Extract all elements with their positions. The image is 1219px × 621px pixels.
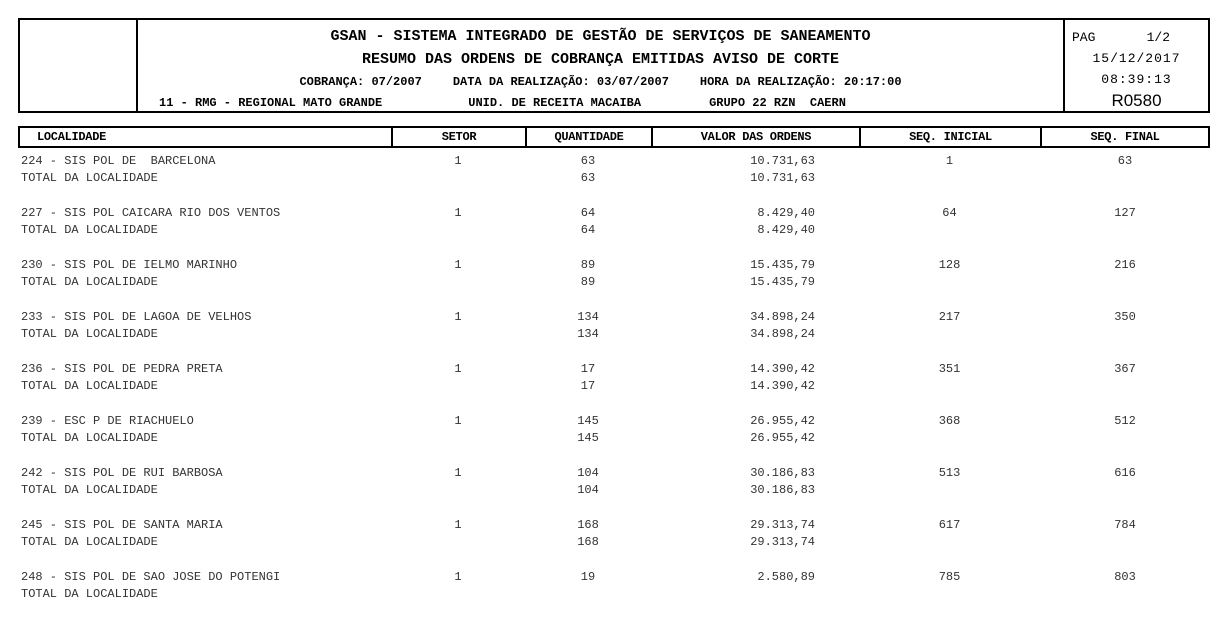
locality-group: [18, 465, 1210, 499]
cell-empty: [859, 482, 1040, 499]
report-region-line: [138, 93, 1063, 113]
locality-group: [18, 569, 1210, 603]
cell-valor: 34.898,24: [750, 310, 815, 324]
cell-total-label: TOTAL DA LOCALIDADE: [21, 327, 158, 341]
cell-quantidade: 145: [577, 414, 599, 428]
cell-setor: 1: [454, 154, 462, 168]
cell-seq-inicial: 217: [938, 310, 961, 324]
cell-quantidade: 64: [580, 206, 596, 220]
cell-empty: [1040, 222, 1210, 239]
page-indicator: [1065, 27, 1208, 48]
table-header-row: [18, 126, 1210, 148]
cell-empty: [859, 378, 1040, 395]
cell-localidade: 248 - SIS POL DE SAO JOSE DO POTENGI: [21, 570, 281, 584]
cell-seq-inicial: 617: [938, 518, 961, 532]
cell-quantidade: 89: [580, 258, 596, 272]
table-row-locality: [18, 569, 1210, 586]
cell-quantidade: 168: [577, 518, 599, 532]
cell-quantidade: 134: [577, 310, 599, 324]
table-row-locality: [18, 517, 1210, 534]
cell-total-quantidade: 17: [580, 379, 596, 393]
cell-total-valor: 34.898,24: [750, 327, 815, 341]
cell-setor: 1: [454, 570, 462, 584]
cell-setor: 1: [454, 466, 462, 480]
cell-total-quantidade: [525, 586, 651, 603]
table-row-total: [18, 222, 1210, 239]
cell-localidade: 224 - SIS POL DE BARCELONA: [21, 154, 216, 168]
cell-seq-final: 784: [1114, 518, 1136, 532]
report-code: R0580: [1111, 91, 1162, 110]
cell-setor: 1: [454, 258, 462, 272]
cell-total-label: TOTAL DA LOCALIDADE: [21, 223, 158, 237]
table-row-locality: [18, 153, 1210, 170]
cell-empty: [391, 378, 525, 395]
cell-seq-inicial: 64: [942, 206, 957, 220]
cell-valor: 10.731,63: [750, 154, 815, 168]
page-label: PAG: [1072, 30, 1096, 45]
cell-total-quantidade: 64: [580, 223, 596, 237]
cell-total-valor: 29.313,74: [750, 535, 815, 549]
cell-quantidade: 63: [580, 154, 596, 168]
cell-empty: [391, 222, 525, 239]
cell-seq-final: 63: [1117, 154, 1133, 168]
cell-total-valor: 15.435,79: [750, 275, 815, 289]
cell-valor: 26.955,42: [750, 414, 815, 428]
meta-cobranca: COBRANÇA: 07/2007: [299, 75, 422, 89]
cell-seq-final: 350: [1114, 310, 1136, 324]
table-row-locality: [18, 361, 1210, 378]
cell-empty: [1040, 170, 1210, 187]
cell-setor: 1: [454, 206, 462, 220]
column-header-valor: VALOR DAS ORDENS: [651, 128, 859, 146]
cell-total-quantidade: 63: [580, 171, 596, 185]
table-row-total: [18, 482, 1210, 499]
cell-empty: [1040, 586, 1210, 603]
cell-seq-final: 216: [1114, 258, 1136, 272]
table-row-total: [18, 326, 1210, 343]
meta-data-realizacao: DATA DA REALIZAÇÃO: 03/07/2007: [452, 75, 669, 89]
cell-seq-final: 803: [1114, 570, 1136, 584]
table-row-total: [18, 430, 1210, 447]
locality-group: [18, 517, 1210, 551]
column-header-seq-inicial: SEQ. INICIAL: [859, 128, 1040, 146]
cell-total-label: TOTAL DA LOCALIDADE: [21, 275, 158, 289]
cell-seq-inicial: 128: [938, 258, 961, 272]
cell-total-quantidade: 89: [580, 275, 596, 289]
cell-empty: [1040, 274, 1210, 291]
logo-box: [20, 20, 138, 111]
cell-localidade: 236 - SIS POL DE PEDRA PRETA: [21, 362, 223, 376]
table-row-total: [18, 534, 1210, 551]
cell-total-valor: 10.731,63: [750, 171, 815, 185]
cell-total-valor: 30.186,83: [750, 483, 815, 497]
cell-total-label: TOTAL DA LOCALIDADE: [21, 483, 158, 497]
cell-setor: 1: [454, 310, 462, 324]
cell-empty: [391, 326, 525, 343]
cell-total-quantidade: 104: [577, 483, 599, 497]
cell-total-label: TOTAL DA LOCALIDADE: [21, 535, 158, 549]
cell-quantidade: 104: [577, 466, 599, 480]
cell-seq-inicial: 1: [945, 154, 954, 168]
cell-total-valor: 8.429,40: [757, 223, 815, 237]
table-row-locality: [18, 257, 1210, 274]
cell-empty: [391, 430, 525, 447]
cell-seq-inicial: 513: [938, 466, 961, 480]
locality-group: [18, 309, 1210, 343]
cell-quantidade: 19: [580, 570, 596, 584]
column-header-seq-final: SEQ. FINAL: [1040, 128, 1208, 146]
cell-valor: 30.186,83: [750, 466, 815, 480]
cell-setor: 1: [454, 518, 462, 532]
cell-seq-final: 127: [1114, 206, 1136, 220]
cell-total-valor: 26.955,42: [750, 431, 815, 445]
table-row-locality: [18, 413, 1210, 430]
cell-empty: [391, 482, 525, 499]
cell-valor: 2.580,89: [757, 570, 815, 584]
table-row-total: [18, 170, 1210, 187]
table-row-total: [18, 586, 1210, 603]
cell-empty: [859, 222, 1040, 239]
cell-empty: [859, 534, 1040, 551]
cell-seq-final: 367: [1114, 362, 1136, 376]
cell-total-label: TOTAL DA LOCALIDADE: [21, 587, 158, 601]
report-date: 15/12/2017: [1092, 51, 1181, 66]
cell-total-label: TOTAL DA LOCALIDADE: [21, 379, 158, 393]
cell-seq-final: 512: [1114, 414, 1136, 428]
cell-valor: 8.429,40: [757, 206, 815, 220]
cell-empty: [391, 274, 525, 291]
cell-empty: [859, 430, 1040, 447]
cell-total-valor: [651, 586, 859, 603]
cell-empty: [1040, 482, 1210, 499]
cell-total-valor: 14.390,42: [750, 379, 815, 393]
cell-localidade: 230 - SIS POL DE IELMO MARINHO: [21, 258, 238, 272]
cell-setor: 1: [454, 362, 462, 376]
table-row-total: [18, 378, 1210, 395]
cell-localidade: 242 - SIS POL DE RUI BARBOSA: [21, 466, 223, 480]
cell-total-quantidade: 145: [577, 431, 599, 445]
table-row-total: [18, 274, 1210, 291]
cell-empty: [859, 326, 1040, 343]
report-time: 08:39:13: [1101, 72, 1172, 87]
table-body: [18, 147, 1210, 621]
cell-seq-inicial: 785: [938, 570, 961, 584]
locality-group: [18, 413, 1210, 447]
locality-group: [18, 153, 1210, 187]
cell-total-label: TOTAL DA LOCALIDADE: [21, 171, 158, 185]
table-row-locality: [18, 309, 1210, 326]
cell-seq-inicial: 368: [938, 414, 961, 428]
cell-empty: [1040, 534, 1210, 551]
meta-unidade: UNID. DE RECEITA MACAIBA: [468, 96, 642, 110]
cell-localidade: 245 - SIS POL DE SANTA MARIA: [21, 518, 223, 532]
column-header-quantidade: QUANTIDADE: [525, 128, 651, 146]
cell-empty: [1040, 378, 1210, 395]
cell-total-label: TOTAL DA LOCALIDADE: [21, 431, 158, 445]
report-header-center: [138, 20, 1063, 111]
cell-empty: [859, 170, 1040, 187]
cell-valor: 14.390,42: [750, 362, 815, 376]
cell-empty: [859, 274, 1040, 291]
cell-empty: [391, 170, 525, 187]
page-value: 1/2: [1146, 30, 1170, 45]
report-subtitle: RESUMO DAS ORDENS DE COBRANÇA EMITIDAS AVISO DE CORTE: [361, 51, 840, 68]
cell-localidade: 227 - SIS POL CAICARA RIO DOS VENTOS: [21, 206, 281, 220]
table-row-locality: [18, 465, 1210, 482]
locality-group: [18, 205, 1210, 239]
report-meta-line: [138, 71, 1063, 93]
cell-empty: [859, 586, 1040, 603]
report-header-right: [1063, 20, 1208, 111]
meta-grupo: GRUPO 22 RZN CAERN: [709, 96, 846, 110]
meta-regional: 11 - RMG - REGIONAL MATO GRANDE: [159, 96, 383, 110]
cell-valor: 29.313,74: [750, 518, 815, 532]
cell-empty: [391, 534, 525, 551]
meta-hora-realizacao: HORA DA REALIZAÇÃO: 20:17:00: [699, 75, 902, 89]
cell-localidade: 233 - SIS POL DE LAGOA DE VELHOS: [21, 310, 252, 324]
cell-setor: 1: [454, 414, 462, 428]
report-header: [18, 18, 1210, 113]
cell-empty: [1040, 326, 1210, 343]
cell-empty: [1040, 430, 1210, 447]
cell-quantidade: 17: [580, 362, 596, 376]
cell-localidade: 239 - ESC P DE RIACHUELO: [21, 414, 194, 428]
column-header-localidade: LOCALIDADE: [37, 130, 107, 144]
column-header-setor: SETOR: [391, 128, 525, 146]
cell-total-quantidade: 168: [577, 535, 599, 549]
table-row-locality: [18, 205, 1210, 222]
locality-group: [18, 257, 1210, 291]
cell-seq-final: 616: [1114, 466, 1136, 480]
report-title: GSAN - SISTEMA INTEGRADO DE GESTÃO DE SERVIÇOS DE SANEAMENTO: [330, 28, 871, 45]
cell-valor: 15.435,79: [750, 258, 815, 272]
cell-total-quantidade: 134: [577, 327, 599, 341]
cell-seq-inicial: 351: [938, 362, 961, 376]
locality-group: [18, 361, 1210, 395]
cell-empty: [391, 586, 525, 603]
